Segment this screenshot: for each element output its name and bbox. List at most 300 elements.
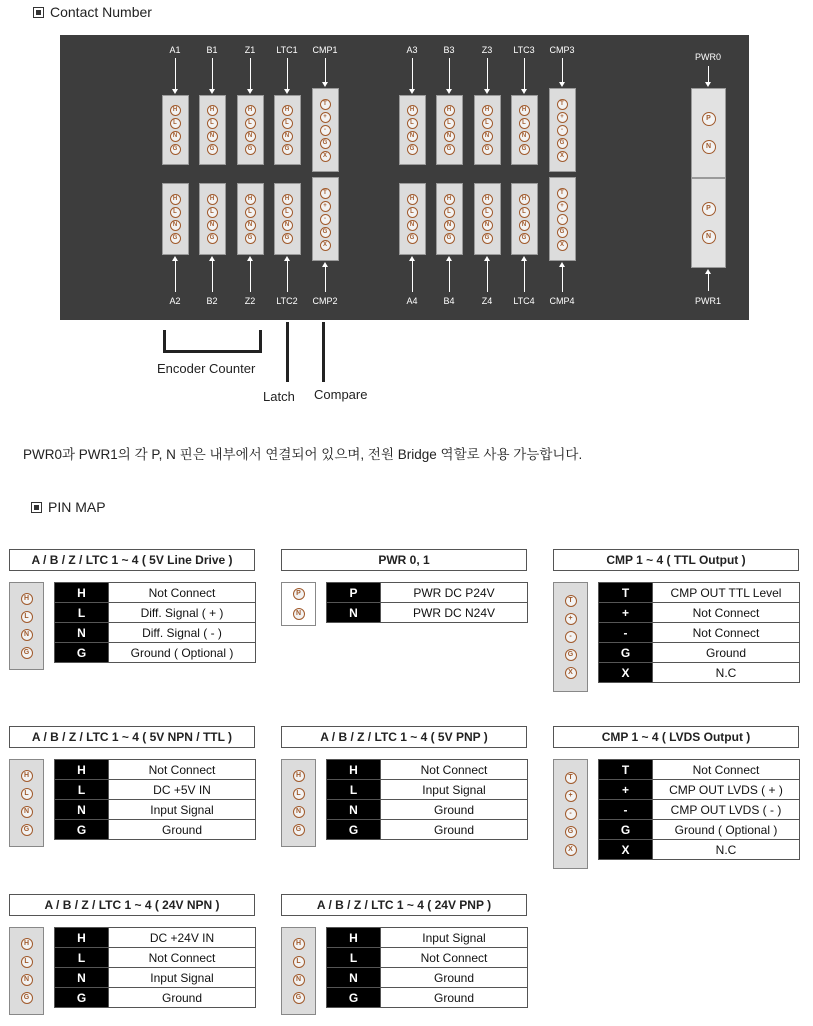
pin-function-cell: Not Connect: [109, 583, 256, 603]
pin-key-cell: G: [327, 988, 381, 1008]
cmp-connector-top-4: [312, 88, 339, 172]
io-connector-bottom-8: [511, 183, 538, 255]
table-row: [327, 583, 528, 603]
pin-N-icon: N: [482, 220, 493, 231]
pinmap-card-title-5: CMP 1 ~ 4 ( LVDS Output ): [553, 726, 799, 748]
top-arrow-head-9: [559, 82, 565, 87]
pinmap-connector-icon-2: [553, 582, 588, 692]
pin-L-icon: L: [207, 118, 218, 129]
compare-line: [322, 322, 325, 382]
pin-T-icon: T: [557, 99, 568, 110]
bottom-arrow-line-1: [212, 261, 213, 292]
pin-X-icon: X: [565, 667, 577, 679]
pin-function-cell: Not Connect: [109, 948, 256, 968]
pin-L-icon: L: [21, 611, 33, 623]
bottom-label-4: CMP2: [312, 296, 338, 306]
pin-N-icon: N: [282, 131, 293, 142]
encoder-bracket: [163, 330, 262, 353]
pin-H-icon: H: [282, 105, 293, 116]
pin-key-cell: H: [327, 760, 381, 780]
pin-N-icon: N: [444, 220, 455, 231]
pinmap-card-title-2: CMP 1 ~ 4 ( TTL Output ): [553, 549, 799, 571]
pin-key-cell: +: [599, 780, 653, 800]
pin-H-icon: H: [207, 194, 218, 205]
pin-function-cell: Not Connect: [653, 603, 800, 623]
pin-function-cell: Ground: [381, 800, 528, 820]
pin-G-icon: G: [407, 144, 418, 155]
pin-X-icon: X: [557, 151, 568, 162]
table-row: [55, 968, 256, 988]
pin-X-icon: X: [320, 240, 331, 251]
pin-L-icon: L: [519, 118, 530, 129]
cmp-connector-bottom-4: [312, 177, 339, 261]
top-label-6: B3: [443, 45, 455, 55]
pin---icon: -: [565, 808, 577, 820]
io-connector-top-7: [474, 95, 501, 165]
pin-key-cell: +: [599, 603, 653, 623]
pin-function-cell: Ground ( Optional ): [109, 643, 256, 663]
table-row: [55, 583, 256, 603]
pinmap-table-3: [54, 759, 256, 840]
square-bullet-icon: [33, 7, 44, 18]
pin-N-icon: N: [519, 220, 530, 231]
pin-N-icon: N: [207, 131, 218, 142]
pin-function-cell: Ground: [381, 820, 528, 840]
pin-H-icon: H: [21, 770, 33, 782]
pinmap-card-title-4: A / B / Z / LTC 1 ~ 4 ( 5V PNP ): [281, 726, 527, 748]
pin---icon: -: [565, 631, 577, 643]
pwr-bottom-arrow-line: [708, 274, 709, 291]
pin-L-icon: L: [482, 118, 493, 129]
pin-T-icon: T: [320, 188, 331, 199]
pinmap-card-title-7: A / B / Z / LTC 1 ~ 4 ( 24V PNP ): [281, 894, 527, 916]
io-connector-top-1: [199, 95, 226, 165]
pin-H-icon: H: [293, 770, 305, 782]
bottom-label-5: A4: [406, 296, 418, 306]
pwr-connector-bottom: [691, 178, 726, 268]
pin-function-cell: Not Connect: [653, 760, 800, 780]
io-connector-bottom-6: [436, 183, 463, 255]
top-arrow-head-7: [484, 89, 490, 94]
pin-G-icon: G: [557, 138, 568, 149]
top-arrow-line-3: [287, 58, 288, 90]
pin-function-cell: Not Connect: [653, 623, 800, 643]
top-arrow-head-2: [247, 89, 253, 94]
table-row: [599, 800, 800, 820]
pin-+-icon: +: [557, 201, 568, 212]
pin-N-icon: N: [282, 220, 293, 231]
pin-G-icon: G: [282, 144, 293, 155]
pin-G-icon: G: [519, 144, 530, 155]
pin-G-icon: G: [444, 233, 455, 244]
bottom-arrow-line-8: [524, 261, 525, 292]
pin-function-cell: Input Signal: [109, 968, 256, 988]
pin-H-icon: H: [207, 105, 218, 116]
bottom-arrow-line-0: [175, 261, 176, 292]
pin-G-icon: G: [170, 233, 181, 244]
pin-L-icon: L: [407, 118, 418, 129]
pin-function-cell: CMP OUT TTL Level: [653, 583, 800, 603]
pin-L-icon: L: [407, 207, 418, 218]
terminal-board: [60, 35, 749, 320]
io-connector-bottom-7: [474, 183, 501, 255]
table-row: [599, 623, 800, 643]
pin-key-cell: N: [55, 968, 109, 988]
pin-function-cell: N.C: [653, 663, 800, 683]
pinmap-title: PIN MAP: [48, 499, 106, 515]
pin-T-icon: T: [320, 99, 331, 110]
table-row: [55, 643, 256, 663]
pin-+-icon: +: [557, 112, 568, 123]
bottom-label-8: LTC4: [513, 296, 535, 306]
pin-N-icon: N: [702, 230, 716, 244]
pin-G-icon: G: [21, 824, 33, 836]
pin-N-icon: N: [245, 131, 256, 142]
table-row: [327, 820, 528, 840]
pin-N-icon: N: [170, 131, 181, 142]
top-arrow-line-7: [487, 58, 488, 90]
pin-N-icon: N: [519, 131, 530, 142]
table-row: [327, 928, 528, 948]
pin-G-icon: G: [557, 227, 568, 238]
table-row: [327, 948, 528, 968]
pin-key-cell: L: [55, 603, 109, 623]
pin-key-cell: N: [327, 800, 381, 820]
pin-key-cell: G: [55, 820, 109, 840]
pin-key-cell: H: [327, 928, 381, 948]
pin-H-icon: H: [519, 105, 530, 116]
bottom-label-7: Z4: [481, 296, 493, 306]
pin-key-cell: N: [327, 968, 381, 988]
pin-P-icon: P: [702, 112, 716, 126]
bottom-arrow-line-9: [562, 267, 563, 292]
pin-N-icon: N: [482, 131, 493, 142]
pin-L-icon: L: [170, 118, 181, 129]
top-label-1: B1: [206, 45, 218, 55]
pinmap-table-1: [326, 582, 528, 623]
io-connector-top-0: [162, 95, 189, 165]
bottom-label-2: Z2: [244, 296, 256, 306]
cmp-connector-top-9: [549, 88, 576, 172]
table-row: [599, 583, 800, 603]
pin-key-cell: L: [327, 780, 381, 800]
compare-label: Compare: [314, 387, 368, 402]
pinmap-card-title-0: A / B / Z / LTC 1 ~ 4 ( 5V Line Drive ): [9, 549, 255, 571]
pin-T-icon: T: [565, 772, 577, 784]
pin-N-icon: N: [170, 220, 181, 231]
pinmap-connector-icon-5: [553, 759, 588, 869]
cmp-connector-bottom-9: [549, 177, 576, 261]
pin-N-icon: N: [702, 140, 716, 154]
pin-key-cell: G: [599, 643, 653, 663]
table-row: [599, 760, 800, 780]
pin-function-cell: Ground: [381, 988, 528, 1008]
pin-function-cell: Diff. Signal ( + ): [109, 603, 256, 623]
table-row: [327, 988, 528, 1008]
pin---icon: -: [557, 125, 568, 136]
pin-key-cell: N: [55, 800, 109, 820]
pin-L-icon: L: [245, 207, 256, 218]
top-arrow-line-5: [412, 58, 413, 90]
pin-G-icon: G: [245, 233, 256, 244]
pin-H-icon: H: [482, 194, 493, 205]
pin-function-cell: Input Signal: [381, 780, 528, 800]
pin-L-icon: L: [444, 207, 455, 218]
io-connector-top-3: [274, 95, 301, 165]
pin-key-cell: H: [55, 583, 109, 603]
top-label-0: A1: [169, 45, 181, 55]
pinmap-connector-icon-0: [9, 582, 44, 670]
pin-T-icon: T: [557, 188, 568, 199]
table-row: [55, 623, 256, 643]
pwr-top-arrow-line: [708, 66, 709, 82]
top-label-3: LTC1: [276, 45, 298, 55]
pin-H-icon: H: [21, 938, 33, 950]
pin-H-icon: H: [444, 194, 455, 205]
table-row: [55, 820, 256, 840]
pin-function-cell: CMP OUT LVDS ( + ): [653, 780, 800, 800]
pin---icon: -: [320, 214, 331, 225]
table-row: [55, 948, 256, 968]
bottom-arrow-line-4: [325, 267, 326, 292]
top-arrow-head-6: [446, 89, 452, 94]
table-row: [55, 603, 256, 623]
pin-L-icon: L: [282, 207, 293, 218]
pinmap-card-title-3: A / B / Z / LTC 1 ~ 4 ( 5V NPN / TTL ): [9, 726, 255, 748]
top-arrow-head-0: [172, 89, 178, 94]
pin-N-icon: N: [293, 806, 305, 818]
pinmap-connector-icon-1: [281, 582, 316, 626]
pinmap-heading: [31, 499, 106, 515]
pin-L-icon: L: [444, 118, 455, 129]
top-label-5: A3: [406, 45, 418, 55]
pin-L-icon: L: [245, 118, 256, 129]
pinmap-table-5: [598, 759, 800, 860]
table-row: [55, 928, 256, 948]
pin-function-cell: Ground: [109, 988, 256, 1008]
top-label-8: LTC3: [513, 45, 535, 55]
pin-G-icon: G: [170, 144, 181, 155]
pin-function-cell: CMP OUT LVDS ( - ): [653, 800, 800, 820]
pinmap-connector-icon-7: [281, 927, 316, 1015]
top-label-7: Z3: [481, 45, 493, 55]
bottom-arrow-line-2: [250, 261, 251, 292]
bottom-arrow-line-5: [412, 261, 413, 292]
table-row: [55, 780, 256, 800]
encoder-counter-label: Encoder Counter: [157, 361, 256, 376]
pin-function-cell: Input Signal: [109, 800, 256, 820]
bottom-label-6: B4: [443, 296, 455, 306]
pin-P-icon: P: [293, 588, 305, 600]
pin-function-cell: Input Signal: [381, 928, 528, 948]
pin-L-icon: L: [21, 788, 33, 800]
pin-G-icon: G: [245, 144, 256, 155]
bottom-arrow-line-3: [287, 261, 288, 292]
io-connector-bottom-2: [237, 183, 264, 255]
pinmap-table-2: [598, 582, 800, 683]
pinmap-card-title-1: PWR 0, 1: [281, 549, 527, 571]
pin-function-cell: Diff. Signal ( - ): [109, 623, 256, 643]
pin-key-cell: H: [55, 928, 109, 948]
top-arrow-line-0: [175, 58, 176, 90]
pin-H-icon: H: [407, 105, 418, 116]
pin-X-icon: X: [320, 151, 331, 162]
pin-N-icon: N: [293, 974, 305, 986]
top-arrow-head-5: [409, 89, 415, 94]
pin-H-icon: H: [282, 194, 293, 205]
table-row: [599, 820, 800, 840]
pin-G-icon: G: [207, 144, 218, 155]
pin-N-icon: N: [444, 131, 455, 142]
pin-function-cell: PWR DC P24V: [381, 583, 528, 603]
pin---icon: -: [320, 125, 331, 136]
pinmap-table-4: [326, 759, 528, 840]
pin-key-cell: T: [599, 583, 653, 603]
pin-N-icon: N: [207, 220, 218, 231]
pin-L-icon: L: [207, 207, 218, 218]
io-connector-top-8: [511, 95, 538, 165]
pin-L-icon: L: [170, 207, 181, 218]
pin-function-cell: Not Connect: [381, 760, 528, 780]
pin-T-icon: T: [565, 595, 577, 607]
top-label-4: CMP1: [312, 45, 338, 55]
io-connector-bottom-5: [399, 183, 426, 255]
table-row: [55, 800, 256, 820]
pwr-connector-top: [691, 88, 726, 178]
top-arrow-head-4: [322, 82, 328, 87]
table-row: [599, 780, 800, 800]
table-row: [327, 760, 528, 780]
latch-line: [286, 322, 289, 382]
pin-function-cell: Not Connect: [381, 948, 528, 968]
pin-N-icon: N: [293, 608, 305, 620]
pin-G-icon: G: [21, 647, 33, 659]
pin-N-icon: N: [407, 131, 418, 142]
pin-function-cell: Not Connect: [109, 760, 256, 780]
pin-G-icon: G: [519, 233, 530, 244]
pin-function-cell: DC +24V IN: [109, 928, 256, 948]
pinmap-table-6: [54, 927, 256, 1008]
pin-key-cell: L: [327, 948, 381, 968]
pin-H-icon: H: [519, 194, 530, 205]
top-arrow-line-2: [250, 58, 251, 90]
pin-L-icon: L: [21, 956, 33, 968]
top-label-9: CMP3: [549, 45, 575, 55]
pin-G-icon: G: [407, 233, 418, 244]
pin-G-icon: G: [482, 233, 493, 244]
pin-key-cell: X: [599, 663, 653, 683]
pin-H-icon: H: [245, 194, 256, 205]
table-row: [55, 988, 256, 1008]
bottom-label-0: A2: [169, 296, 181, 306]
pin-+-icon: +: [320, 112, 331, 123]
bottom-label-3: LTC2: [276, 296, 298, 306]
pin-key-cell: L: [55, 948, 109, 968]
pin-key-cell: -: [599, 623, 653, 643]
pin-H-icon: H: [170, 105, 181, 116]
pin-G-icon: G: [282, 233, 293, 244]
top-label-2: Z1: [244, 45, 256, 55]
pin-function-cell: Ground: [381, 968, 528, 988]
latch-label: Latch: [263, 389, 295, 404]
pin-G-icon: G: [320, 138, 331, 149]
pin-key-cell: G: [327, 820, 381, 840]
pin-H-icon: H: [245, 105, 256, 116]
pin-N-icon: N: [21, 629, 33, 641]
pin-function-cell: PWR DC N24V: [381, 603, 528, 623]
io-connector-bottom-0: [162, 183, 189, 255]
io-connector-top-6: [436, 95, 463, 165]
table-row: [327, 800, 528, 820]
bridge-note: PWR0과 PWR1의 각 P, N 핀은 내부에서 연결되어 있으며, 전원 Bridge 역할로 사용 가능합니다.: [23, 447, 583, 462]
pinmap-connector-icon-3: [9, 759, 44, 847]
pin-key-cell: G: [599, 820, 653, 840]
pwr-top-arrow-head: [705, 82, 711, 87]
pinmap-connector-icon-6: [9, 927, 44, 1015]
top-arrow-line-1: [212, 58, 213, 90]
pin-G-icon: G: [565, 826, 577, 838]
pin-L-icon: L: [293, 788, 305, 800]
pin-function-cell: DC +5V IN: [109, 780, 256, 800]
pin-L-icon: L: [293, 956, 305, 968]
table-row: [599, 840, 800, 860]
table-row: [55, 760, 256, 780]
top-arrow-line-4: [325, 58, 326, 83]
pin-N-icon: N: [407, 220, 418, 231]
io-connector-top-5: [399, 95, 426, 165]
pin-X-icon: X: [565, 844, 577, 856]
pin-+-icon: +: [565, 613, 577, 625]
pin-G-icon: G: [21, 992, 33, 1004]
pin-N-icon: N: [21, 806, 33, 818]
pin-L-icon: L: [519, 207, 530, 218]
pin-G-icon: G: [293, 824, 305, 836]
pin-key-cell: P: [327, 583, 381, 603]
pin-P-icon: P: [702, 202, 716, 216]
pin-+-icon: +: [320, 201, 331, 212]
pin-N-icon: N: [21, 974, 33, 986]
io-connector-bottom-3: [274, 183, 301, 255]
table-row: [327, 603, 528, 623]
pin-function-cell: Ground: [109, 820, 256, 840]
pin-G-icon: G: [444, 144, 455, 155]
pinmap-table-0: [54, 582, 256, 663]
top-arrow-head-1: [209, 89, 215, 94]
pin-key-cell: X: [599, 840, 653, 860]
table-row: [327, 968, 528, 988]
pinmap-connector-icon-4: [281, 759, 316, 847]
pin-key-cell: L: [55, 780, 109, 800]
pin-L-icon: L: [282, 118, 293, 129]
pin-H-icon: H: [293, 938, 305, 950]
pin-X-icon: X: [557, 240, 568, 251]
top-arrow-head-8: [521, 89, 527, 94]
io-connector-bottom-1: [199, 183, 226, 255]
pinmap-table-7: [326, 927, 528, 1008]
contact-number-heading: [33, 4, 152, 20]
pin-H-icon: H: [482, 105, 493, 116]
table-row: [599, 643, 800, 663]
pin-L-icon: L: [482, 207, 493, 218]
square-bullet-icon: [31, 502, 42, 513]
table-row: [327, 780, 528, 800]
table-row: [599, 663, 800, 683]
top-arrow-head-3: [284, 89, 290, 94]
pwr-bottom-label: PWR1: [694, 296, 721, 306]
pin-key-cell: T: [599, 760, 653, 780]
pin---icon: -: [557, 214, 568, 225]
pin-G-icon: G: [293, 992, 305, 1004]
